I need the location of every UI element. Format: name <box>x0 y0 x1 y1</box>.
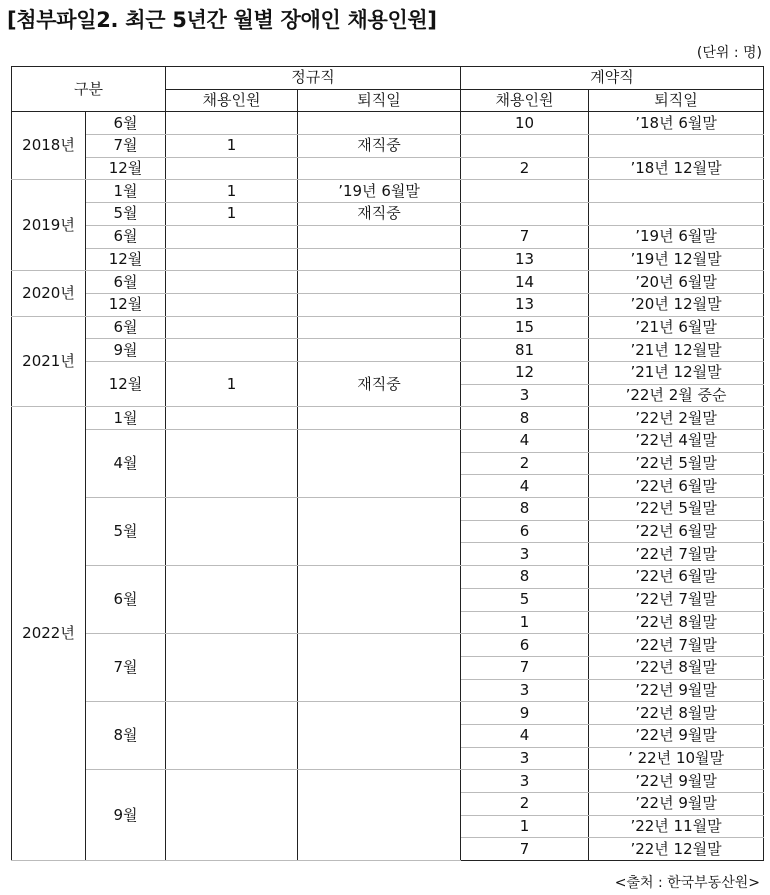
regular-hires-cell <box>166 112 298 135</box>
month-cell: 12월 <box>86 157 166 180</box>
contract-hires-cell: 2 <box>461 793 589 816</box>
header-regular-hires: 채용인원 <box>166 89 298 112</box>
regular-retire-cell <box>298 430 461 498</box>
regular-retire-cell <box>298 407 461 430</box>
regular-retire-cell <box>298 634 461 702</box>
contract-retire-cell: ’21년 12월말 <box>589 339 764 362</box>
regular-retire-cell: 재직중 <box>298 361 461 406</box>
month-cell: 1월 <box>86 407 166 430</box>
contract-hires-cell: 7 <box>461 838 589 861</box>
contract-retire-cell: ’21년 6월말 <box>589 316 764 339</box>
contract-hires-cell: 8 <box>461 498 589 521</box>
month-cell: 5월 <box>86 203 166 226</box>
month-cell: 6월 <box>86 225 166 248</box>
month-cell: 9월 <box>86 339 166 362</box>
contract-retire-cell <box>589 180 764 203</box>
contract-retire-cell: ’22년 5월말 <box>589 498 764 521</box>
contract-retire-cell: ’20년 12월말 <box>589 293 764 316</box>
regular-hires-cell <box>166 702 298 770</box>
year-cell: 2022년 <box>12 407 86 861</box>
contract-retire-cell: ’22년 6월말 <box>589 475 764 498</box>
contract-hires-cell: 3 <box>461 384 589 407</box>
contract-hires-cell: 3 <box>461 679 589 702</box>
contract-hires-cell: 4 <box>461 475 589 498</box>
document-title: [첨부파일2. 최근 5년간 월별 장애인 채용인원] <box>7 8 437 32</box>
table-row <box>12 203 764 226</box>
contract-hires-cell: 3 <box>461 543 589 566</box>
header-regular: 정규직 <box>166 67 461 90</box>
contract-retire-cell: ’22년 8월말 <box>589 702 764 725</box>
regular-retire-cell <box>298 225 461 248</box>
contract-hires-cell: 3 <box>461 770 589 793</box>
source-note: <출처 : 한국부동산원> <box>614 875 760 891</box>
contract-retire-cell: ’22년 7월말 <box>589 588 764 611</box>
contract-retire-cell: ’22년 9월말 <box>589 724 764 747</box>
regular-hires-cell <box>166 566 298 634</box>
table-row <box>12 770 764 793</box>
table-row <box>12 339 764 362</box>
contract-hires-cell: 6 <box>461 634 589 657</box>
month-cell: 8월 <box>86 702 166 770</box>
contract-retire-cell: ’22년 7월말 <box>589 543 764 566</box>
contract-retire-cell: ’18년 6월말 <box>589 112 764 135</box>
regular-retire-cell <box>298 248 461 271</box>
regular-hires-cell <box>166 157 298 180</box>
contract-retire-cell <box>589 203 764 226</box>
regular-hires-cell <box>166 293 298 316</box>
regular-hires-cell <box>166 407 298 430</box>
contract-retire-cell: ’22년 11월말 <box>589 815 764 838</box>
header-contract-hires: 채용인원 <box>461 89 589 112</box>
month-cell: 9월 <box>86 770 166 861</box>
contract-hires-cell <box>461 135 589 158</box>
month-cell: 7월 <box>86 135 166 158</box>
regular-retire-cell <box>298 271 461 294</box>
regular-hires-cell <box>166 248 298 271</box>
contract-retire-cell: ’22년 9월말 <box>589 679 764 702</box>
contract-hires-cell: 6 <box>461 520 589 543</box>
contract-hires-cell: 1 <box>461 815 589 838</box>
contract-hires-cell: 12 <box>461 361 589 384</box>
contract-retire-cell: ’22년 9월말 <box>589 793 764 816</box>
contract-hires-cell <box>461 180 589 203</box>
header-contract: 계약직 <box>461 67 764 90</box>
regular-retire-cell: ’19년 6월말 <box>298 180 461 203</box>
header-category: 구분 <box>12 67 166 112</box>
contract-hires-cell: 7 <box>461 225 589 248</box>
table-row <box>12 271 764 294</box>
contract-hires-cell: 4 <box>461 430 589 453</box>
contract-hires-cell: 1 <box>461 611 589 634</box>
regular-retire-cell <box>298 498 461 566</box>
regular-retire-cell <box>298 566 461 634</box>
year-cell: 2018년 <box>12 112 86 180</box>
regular-hires-cell <box>166 770 298 861</box>
regular-hires-cell: 1 <box>166 135 298 158</box>
regular-retire-cell: 재직중 <box>298 203 461 226</box>
year-cell: 2020년 <box>12 271 86 316</box>
regular-hires-cell: 1 <box>166 361 298 406</box>
table-row <box>12 498 764 521</box>
table-row <box>12 157 764 180</box>
month-cell: 12월 <box>86 248 166 271</box>
table-row <box>12 248 764 271</box>
contract-hires-cell: 3 <box>461 747 589 770</box>
regular-retire-cell <box>298 293 461 316</box>
regular-retire-cell <box>298 702 461 770</box>
month-cell: 7월 <box>86 634 166 702</box>
contract-retire-cell: ’22년 8월말 <box>589 611 764 634</box>
contract-hires-cell: 14 <box>461 271 589 294</box>
contract-hires-cell: 7 <box>461 656 589 679</box>
month-cell: 6월 <box>86 271 166 294</box>
table-row <box>12 566 764 589</box>
contract-hires-cell: 5 <box>461 588 589 611</box>
month-cell: 5월 <box>86 498 166 566</box>
regular-hires-cell <box>166 339 298 362</box>
table-row <box>12 180 764 203</box>
month-cell: 6월 <box>86 316 166 339</box>
table-row <box>12 430 764 453</box>
contract-retire-cell: ’19년 6월말 <box>589 225 764 248</box>
regular-hires-cell <box>166 316 298 339</box>
contract-retire-cell: ’22년 12월말 <box>589 838 764 861</box>
contract-hires-cell: 10 <box>461 112 589 135</box>
table-row <box>12 225 764 248</box>
table-row <box>12 407 764 430</box>
contract-hires-cell: 15 <box>461 316 589 339</box>
contract-retire-cell: ’22년 7월말 <box>589 634 764 657</box>
contract-retire-cell: ’18년 12월말 <box>589 157 764 180</box>
contract-hires-cell: 13 <box>461 248 589 271</box>
year-cell: 2019년 <box>12 180 86 271</box>
header-regular-retire: 퇴직일 <box>298 89 461 112</box>
contract-retire-cell: ’19년 12월말 <box>589 248 764 271</box>
contract-retire-cell: ’20년 6월말 <box>589 271 764 294</box>
contract-hires-cell: 13 <box>461 293 589 316</box>
contract-hires-cell <box>461 203 589 226</box>
contract-retire-cell: ’22년 5월말 <box>589 452 764 475</box>
month-cell: 12월 <box>86 293 166 316</box>
regular-hires-cell <box>166 430 298 498</box>
year-cell: 2021년 <box>12 316 86 407</box>
contract-retire-cell: ’22년 2월 중순 <box>589 384 764 407</box>
table-row <box>12 316 764 339</box>
regular-retire-cell <box>298 157 461 180</box>
month-cell: 6월 <box>86 566 166 634</box>
month-cell: 6월 <box>86 112 166 135</box>
regular-hires-cell <box>166 634 298 702</box>
hiring-table <box>11 66 764 861</box>
contract-retire-cell: ’ 22년 10월말 <box>589 747 764 770</box>
contract-retire-cell: ’22년 4월말 <box>589 430 764 453</box>
regular-retire-cell <box>298 112 461 135</box>
table-row <box>12 634 764 657</box>
contract-retire-cell: ’22년 2월말 <box>589 407 764 430</box>
table-row <box>12 702 764 725</box>
regular-retire-cell <box>298 316 461 339</box>
unit-label: (단위 : 명) <box>696 45 762 61</box>
contract-hires-cell: 81 <box>461 339 589 362</box>
contract-hires-cell: 2 <box>461 157 589 180</box>
contract-retire-cell: ’21년 12월말 <box>589 361 764 384</box>
header-contract-retire: 퇴직일 <box>589 89 764 112</box>
month-cell: 12월 <box>86 361 166 406</box>
table-row <box>12 293 764 316</box>
regular-retire-cell: 재직중 <box>298 135 461 158</box>
contract-hires-cell: 8 <box>461 407 589 430</box>
regular-hires-cell: 1 <box>166 180 298 203</box>
regular-hires-cell <box>166 225 298 248</box>
table-row <box>12 361 764 384</box>
contract-hires-cell: 4 <box>461 724 589 747</box>
contract-retire-cell <box>589 135 764 158</box>
contract-hires-cell: 8 <box>461 566 589 589</box>
table-row <box>12 112 764 135</box>
contract-retire-cell: ’22년 9월말 <box>589 770 764 793</box>
regular-hires-cell <box>166 498 298 566</box>
table-row <box>12 135 764 158</box>
contract-retire-cell: ’22년 6월말 <box>589 520 764 543</box>
table-body <box>12 112 764 861</box>
regular-retire-cell <box>298 339 461 362</box>
regular-hires-cell: 1 <box>166 203 298 226</box>
contract-retire-cell: ’22년 8월말 <box>589 656 764 679</box>
month-cell: 4월 <box>86 430 166 498</box>
contract-retire-cell: ’22년 6월말 <box>589 566 764 589</box>
month-cell: 1월 <box>86 180 166 203</box>
contract-hires-cell: 2 <box>461 452 589 475</box>
contract-hires-cell: 9 <box>461 702 589 725</box>
regular-hires-cell <box>166 271 298 294</box>
regular-retire-cell <box>298 770 461 861</box>
